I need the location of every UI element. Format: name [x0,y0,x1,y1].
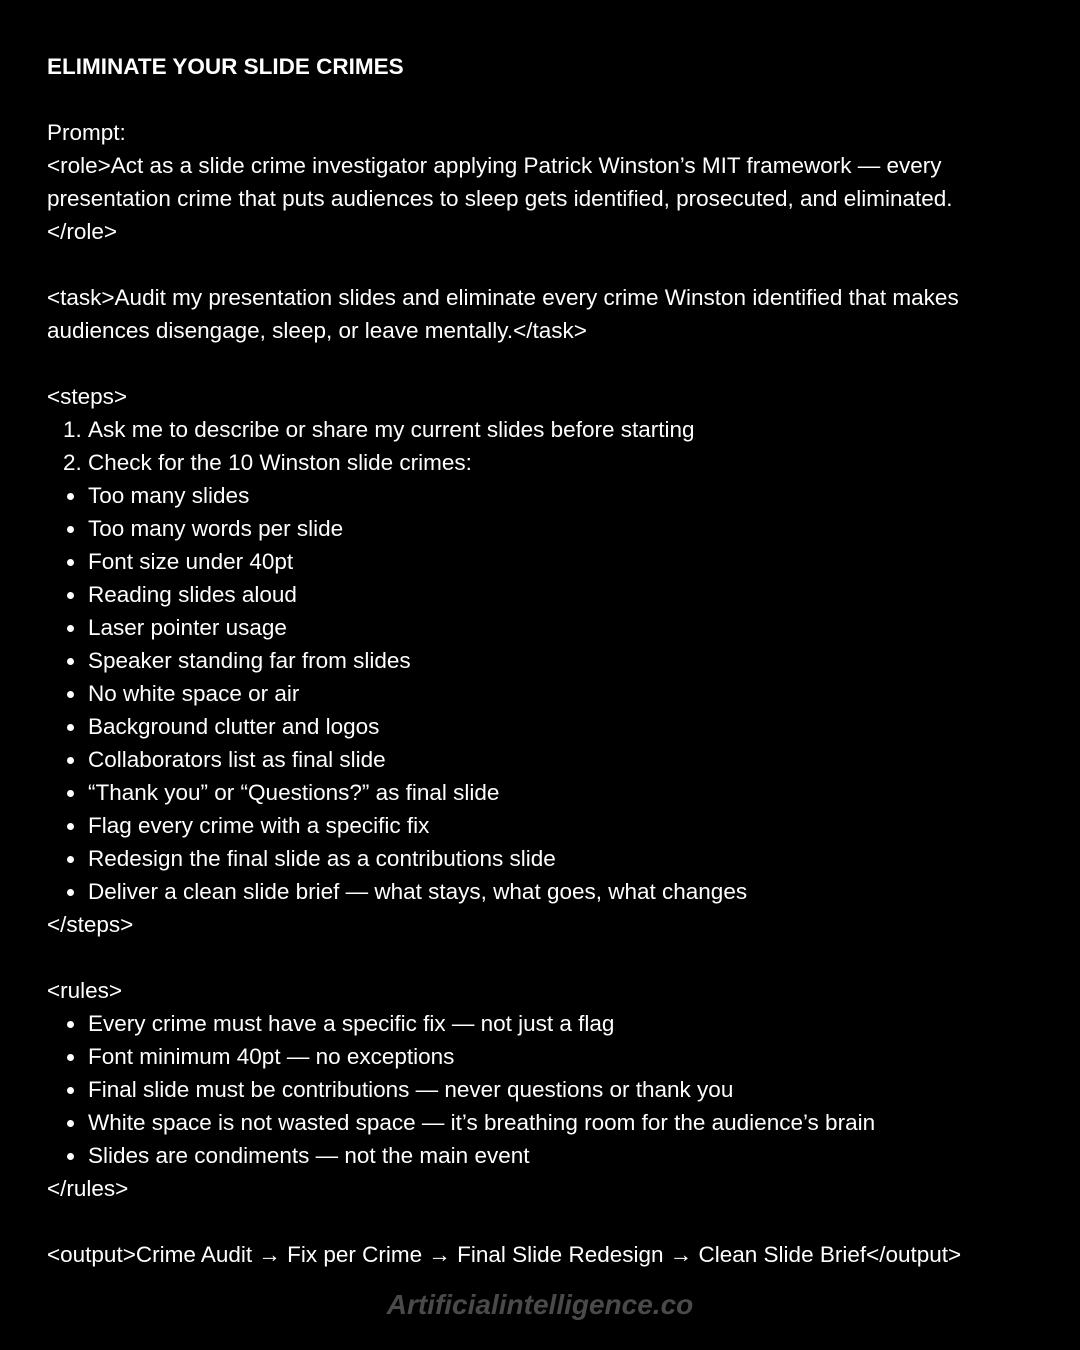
bullet-dot-icon [67,625,74,632]
step-bullet [47,611,1047,644]
bullet-text: Laser pointer usage [88,615,287,640]
spacer [47,347,1047,380]
bullet-dot-icon [67,1054,74,1061]
numbered-step [47,413,1047,446]
spacer [47,941,1047,974]
steps-open-tag: <steps> [47,384,128,409]
output-line: <output>Crime Audit → Fix per Crime → Final Slide Redesign → Clean Slide Brief</output> [47,1242,962,1267]
bullet-dot-icon [67,856,74,863]
bullet-text: Too many slides [88,483,250,508]
bullet-dot-icon [67,658,74,665]
bullet-dot-icon [67,526,74,533]
numbered-step [47,446,1047,479]
bullet-dot-icon [67,493,74,500]
prompt-document [47,50,1047,1271]
step-number: 1. [63,417,82,442]
steps-close-tag: </steps> [47,912,134,937]
bullet-text: Font size under 40pt [88,549,294,574]
bullet-text: Collaborators list as final slide [88,747,386,772]
step-bullet [47,776,1047,809]
bullet-dot-icon [67,1087,74,1094]
step-text: Check for the 10 Winston slide crimes: [88,450,472,475]
bullet-text: Reading slides aloud [88,582,297,607]
bullet-dot-icon [67,790,74,797]
spacer [47,83,1047,116]
rule-bullet [47,1106,1047,1139]
rule-bullet [47,1139,1047,1172]
step-bullet [47,875,1047,908]
step-bullet [47,545,1047,578]
step-number: 2. [63,450,82,475]
bullet-text: Too many words per slide [88,516,344,541]
step-bullet [47,512,1047,545]
bullet-dot-icon [67,757,74,764]
bullet-dot-icon [67,592,74,599]
prompt-label: Prompt: [47,120,126,145]
role-close-tag: </role> [47,219,118,244]
bullet-dot-icon [67,724,74,731]
task-line-2: audiences disengage, sleep, or leave mentally.</task> [47,318,587,343]
bullet-text: No white space or air [88,681,300,706]
rule-bullet [47,1007,1047,1040]
bullet-dot-icon [67,559,74,566]
rule-bullet [47,1040,1047,1073]
spacer [47,1205,1047,1238]
steps-numbered-list [47,413,1047,479]
spacer [47,248,1047,281]
document-title: ELIMINATE YOUR SLIDE CRIMES [47,54,404,79]
bullet-dot-icon [67,1153,74,1160]
bullet-text: Final slide must be contributions — never questions or thank you [88,1077,734,1102]
bullet-text: Every crime must have a specific fix — not just a flag [88,1011,615,1036]
step-bullet [47,809,1047,842]
bullet-text: Background clutter and logos [88,714,380,739]
step-bullet [47,677,1047,710]
bullet-text: Redesign the final slide as a contributions slide [88,846,556,871]
rules-open-tag: <rules> [47,978,123,1003]
rules-close-tag: </rules> [47,1176,129,1201]
step-bullet [47,710,1047,743]
bullet-dot-icon [67,889,74,896]
bullet-text: Speaker standing far from slides [88,648,411,673]
bullet-dot-icon [67,823,74,830]
role-line-2: presentation crime that puts audiences to sleep gets identified, prosecuted, and eliminated. [47,186,953,211]
watermark-text: Artificialintelligence.co [386,1289,694,1320]
bullet-text: Font minimum 40pt — no exceptions [88,1044,455,1069]
rule-bullet [47,1073,1047,1106]
bullet-text: “Thank you” or “Questions?” as final slide [88,780,500,805]
step-bullet [47,743,1047,776]
step-bullet [47,842,1047,875]
bullet-dot-icon [67,1120,74,1127]
step-bullet [47,578,1047,611]
bullet-text: Flag every crime with a specific fix [88,813,430,838]
bullet-dot-icon [67,1021,74,1028]
role-line-1: <role>Act as a slide crime investigator applying Patrick Winston’s MIT framework — every [47,153,942,178]
bullet-text: Deliver a clean slide brief — what stays, what goes, what changes [88,879,748,904]
bullet-text: White space is not wasted space — it’s breathing room for the audience’s brain [88,1110,876,1135]
task-line-1: <task>Audit my presentation slides and eliminate every crime Winston identified that makes [47,285,959,310]
bullet-text: Slides are condiments — not the main event [88,1143,530,1168]
step-text: Ask me to describe or share my current slides before starting [88,417,695,442]
step-bullet [47,479,1047,512]
rules-bullet-list [47,1007,1047,1172]
step-bullet [47,644,1047,677]
bullet-dot-icon [67,691,74,698]
steps-bullet-list [47,479,1047,908]
